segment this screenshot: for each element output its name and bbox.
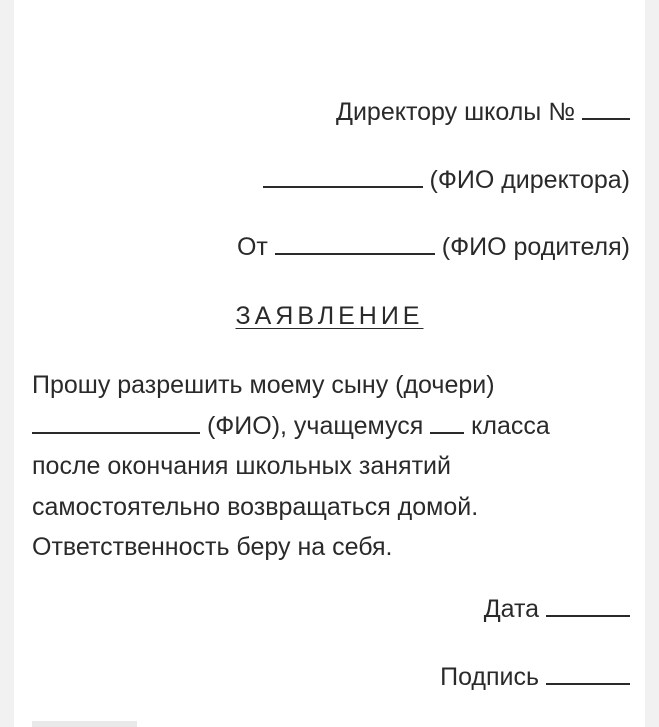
parent-name-blank bbox=[275, 233, 435, 255]
statement-body bbox=[32, 365, 550, 568]
statement-line-4: самостоятельно возвращаться домой. bbox=[32, 492, 479, 521]
date-label: Дата bbox=[483, 595, 540, 623]
school-number-blank bbox=[582, 98, 630, 120]
child-name-hint: (ФИО), учащемуся bbox=[206, 411, 424, 440]
grade-label: класса bbox=[471, 411, 550, 440]
grade-blank bbox=[430, 412, 464, 434]
document-title: ЗАЯВЛЕНИЕ bbox=[235, 302, 424, 330]
addressee-line bbox=[336, 97, 630, 127]
from-parent-line bbox=[237, 232, 630, 262]
signature-line bbox=[440, 662, 630, 692]
page-footer-bar bbox=[32, 721, 137, 727]
child-name-blank bbox=[32, 412, 200, 434]
date-blank bbox=[546, 595, 630, 617]
parent-name-hint: (ФИО родителя) bbox=[441, 233, 630, 261]
statement-line-5: Ответственность беру на себя. bbox=[32, 533, 393, 561]
director-name-hint: (ФИО директора) bbox=[429, 166, 630, 194]
from-label: От bbox=[236, 233, 268, 261]
statement-line-3: после окончания школьных занятий bbox=[32, 452, 451, 480]
statement-line-1: Прошу разрешить моему сыну (дочери) bbox=[32, 371, 495, 399]
director-name-blank bbox=[263, 166, 423, 188]
statement-line-2 bbox=[32, 406, 550, 447]
addressee-label: Директору школы № bbox=[336, 98, 576, 126]
signature-blank bbox=[546, 663, 630, 685]
director-name-line bbox=[263, 165, 630, 195]
signature-label: Подпись bbox=[440, 663, 540, 691]
date-line bbox=[484, 594, 630, 624]
document-page bbox=[14, 0, 645, 727]
